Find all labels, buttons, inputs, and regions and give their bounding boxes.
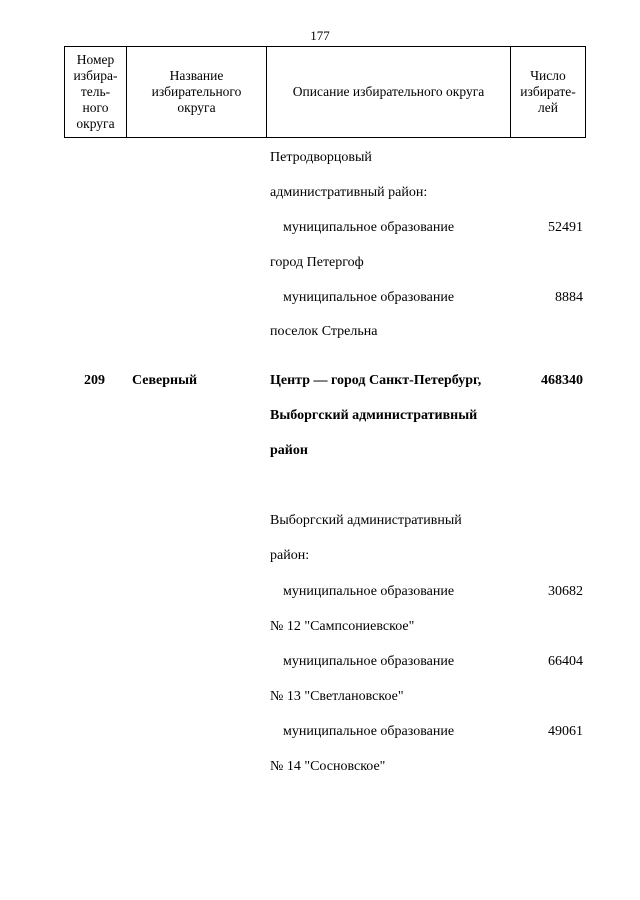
district-description-line: район: xyxy=(270,548,310,563)
district-center-line: район xyxy=(270,443,308,458)
voter-count: 66404 xyxy=(548,654,583,669)
municipality-name: город Петергоф xyxy=(270,255,364,270)
voter-count: 8884 xyxy=(555,290,583,305)
municipality-name: поселок Стрельна xyxy=(270,324,378,339)
district-center-line: Выборгский административный xyxy=(270,408,478,423)
district-description-line: административный район: xyxy=(270,185,428,200)
district-name: Северный xyxy=(132,373,198,388)
municipality-line: муниципальное образование xyxy=(283,654,455,669)
municipality-name: № 12 "Сампсониевское" xyxy=(270,619,415,634)
district-number: 209 xyxy=(84,373,105,388)
municipality-line: муниципальное образование xyxy=(283,584,455,599)
voter-count: 49061 xyxy=(548,724,583,739)
district-center-line: Центр — город Санкт-Петербург, xyxy=(270,373,482,388)
header-district-number: Номер избира- тель- ного округа xyxy=(65,47,127,137)
municipality-line: муниципальное образование xyxy=(283,290,455,305)
municipality-name: № 13 "Светлановское" xyxy=(270,689,404,704)
municipality-line: муниципальное образование xyxy=(283,220,455,235)
district-description-line: Выборгский административный xyxy=(270,513,462,528)
table-header xyxy=(64,46,586,138)
municipality-name: № 14 "Сосновское" xyxy=(270,759,386,774)
district-description-line: Петродворцовый xyxy=(270,150,372,165)
page-number: 177 xyxy=(310,28,330,43)
municipality-line: муниципальное образование xyxy=(283,724,455,739)
header-district-description: Описание избирательного округа xyxy=(267,47,511,137)
voter-count: 30682 xyxy=(548,584,583,599)
header-voter-count: Число избирате- лей xyxy=(520,68,576,115)
header-district-name: Название избирательного округа xyxy=(127,47,267,137)
district-total-voters: 468340 xyxy=(541,373,583,388)
voter-count: 52491 xyxy=(548,220,583,235)
